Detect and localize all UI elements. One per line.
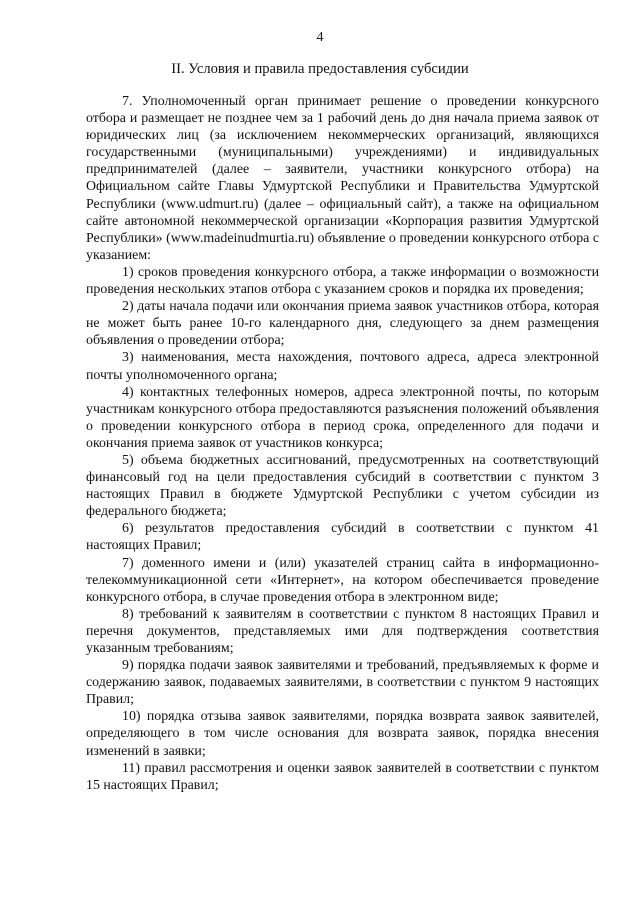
- list-item-11: 11) правил рассмотрения и оценки заявок заявителей в соответствии с пунктом 15 настоящих Правил;: [86, 760, 599, 793]
- list-item-8: 8) требований к заявителям в соответствии с пунктом 8 настоящих Правил и перечня документов, представляемых ими для подтверждения соответствия указанным требованиям;: [86, 606, 599, 656]
- document-body: [86, 93, 599, 794]
- page-number: 4: [316, 30, 324, 45]
- list-item-5: 5) объема бюджетных ассигнований, предусмотренных на соответствующий финансовый год на цели предоставления субсидий в соответствии с пунктом 3 настоящих Правил в бюджете Удмуртской Республики с учетом субсидии из федерального бюджета;: [86, 452, 599, 520]
- section-title: II. Условия и правила предоставления субсидии: [171, 61, 469, 77]
- list-item-4: 4) контактных телефонных номеров, адреса электронной почты, по которым участникам конкурсного отбора предоставляются разъяснения положений объявления о проведении конкурсного отбора в период срока, определенного для подачи и окончания приема заявок от участников конкурса;: [86, 384, 599, 451]
- paragraph-7: 7. Уполномоченный орган принимает решение о проведении конкурсного отбора и размещает не позднее чем за 1 рабочий день до дня начала приема заявок от юридических лиц (за исключением некоммерческих организаций, являющихся государственными (муниципальными) учреждениями) и индивидуальных предпринимателей (далее – заявители, участники конкурсного отбора) на Официальном сайте Главы Удмуртской Республики и Правительства Удмуртской Республики (www.udmurt.ru) (далее – официальный сайт), а также на официальном сайте автономной некоммерческой организации «Корпорация развития Удмуртской Республики» (www.madeinudmurtia.ru) объявление о проведении конкурсного отбора с указанием:: [86, 94, 599, 263]
- list-item-1: 1) сроков проведения конкурсного отбора, а также информации о возможности проведения нескольких этапов отбора с указанием сроков и порядка их проведения;: [86, 264, 599, 298]
- list-item-7: 7) доменного имени и (или) указателей страниц сайта в информационно-телекоммуникационной сети «Интернет», на котором обеспечивается проведение конкурсного отбора, в случае проведения отбора в электронном виде;: [86, 555, 599, 605]
- list-item-10: 10) порядка отзыва заявок заявителями, порядка возврата заявок заявителей, определяющего в том числе основания для возврата заявок, порядка внесения изменений в заявки;: [86, 709, 599, 759]
- list-item-2: 2) даты начала подачи или окончания приема заявок участников отбора, которая не может быть ранее 10-го календарного дня, следующего за днем размещения объявления о проведении отбора;: [86, 299, 599, 349]
- list-item-9: 9) порядка подачи заявок заявителями и требований, предъявляемых к форме и содержанию заявок, подаваемых заявителями, в соответствии с пунктом 9 настоящих Правил;: [86, 658, 599, 708]
- list-item-3: 3) наименования, места нахождения, почтового адреса, адреса электронной почты уполномоченного органа;: [86, 350, 599, 383]
- list-item-6: 6) результатов предоставления субсидий в соответствии с пунктом 41 настоящих Правил;: [86, 521, 599, 554]
